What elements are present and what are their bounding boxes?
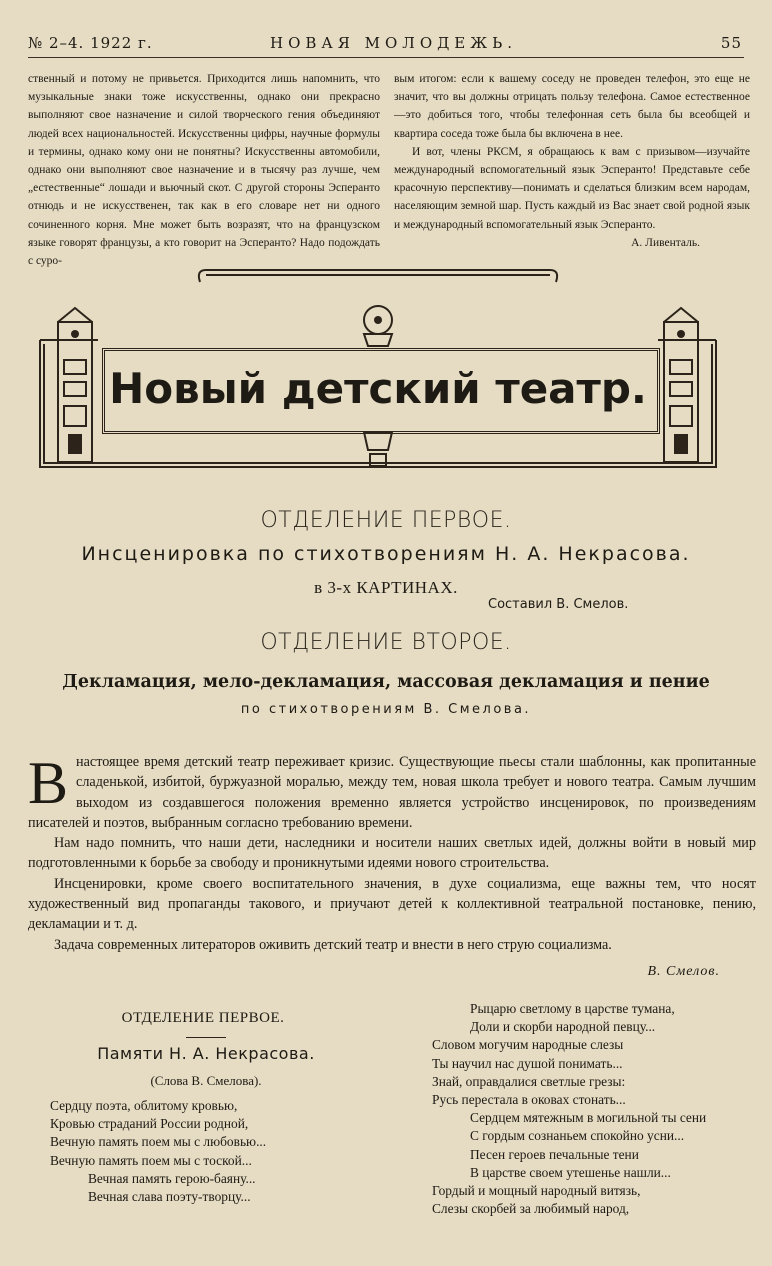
ornamental-banner bbox=[38, 262, 718, 482]
poem-verse-left bbox=[50, 1097, 362, 1206]
verse-line: Сердцем мятежным в могильной ты сени bbox=[470, 1110, 707, 1126]
header-rule bbox=[28, 57, 744, 58]
verse-line: Кровью страданий России родной, bbox=[50, 1116, 249, 1132]
article-paragraph-3: Инсценировки, кроме своего воспитательного значения, в духе социализма, еще важны тем, что носят художественный вид пропаганды такового, и приучают детей к коллективной театральной постановке, пению, декламации и т. д. bbox=[28, 875, 756, 933]
poem-divider bbox=[186, 1037, 226, 1038]
verse-line: Рыцарю светлому в царстве тумана, bbox=[470, 1001, 675, 1016]
section1-compiled-by: Составил В. Смелов. bbox=[488, 597, 629, 612]
verse-line: Доли и скорби народной певцу... bbox=[470, 1019, 656, 1035]
poem-right-column bbox=[432, 1000, 752, 1218]
top-article-right-column bbox=[394, 70, 750, 252]
verse-line: С гордым сознаньем спокойно усни... bbox=[470, 1128, 685, 1144]
article-paragraph-1: настоящее время детский театр переживает кризис. Существующие пьесы стали шаблонны, как пропитанные сладенькой, избитой, буржуазной моралью, между тем, новая школа требует и нового театра. Самым лучшим выходом из создавшегося положения временно является устройство инсценировок, по произведениям писателей и поэтов, выбранным согласно требованию времени. bbox=[28, 754, 756, 831]
top-article-left-text: ственный и потому не привьется. Приходится лишь напомнить, что музыкальные знаки тоже искусственны, однако они прекрасно выполняют свое назначение и силой творческого гения объединяют людей всех национальностей. Искусственны цифры, научные формулы и термины, однако кому они не понятны? Искусственны автомобили, однако они выполняют свое назначение и в тысячу раз лучше, чем „естественные“ лошади и вьючный скот. С другой стороны Эсперанто отнюдь и не искусственен, так как в его словаре нет ни одного сочиненного корня. Мне может быть возразят, что на французском языке говорят французы, а кто говорит на Эсперанто? Надо подождать с суро- bbox=[28, 73, 380, 268]
verse-line: Вечная память герою-баяну... bbox=[88, 1170, 256, 1186]
section2-subtitle: по стихотворениям В. Смелова. bbox=[240, 702, 532, 717]
verse-line: Слезы скорбей за любимый народ, bbox=[432, 1201, 630, 1217]
verse-line: Вечную память поем мы с любовью... bbox=[50, 1134, 267, 1150]
poem-left-column bbox=[50, 1010, 362, 1206]
section1-title: Инсценировка по стихотворениям Н. А. Некрасова. bbox=[81, 543, 691, 565]
section2-heading: ОТДЕЛЕНИЕ ВТОРОЕ. bbox=[260, 630, 512, 655]
verse-line: Вечная слава поэту-творцу... bbox=[88, 1189, 251, 1205]
poem-title: Памяти Н. А. Некрасова. bbox=[97, 1044, 315, 1063]
verse-line: Вечную память поем мы с тоской... bbox=[50, 1152, 252, 1168]
drop-cap: В bbox=[28, 750, 69, 816]
verse-line: Русь перестала в оковах стонать... bbox=[432, 1092, 626, 1108]
article-body bbox=[28, 752, 756, 955]
article-paragraph-4: Задача современных литераторов оживить детский театр и внести в него струю социализма. bbox=[54, 936, 612, 953]
verse-line: В царстве своем утешенье нашли... bbox=[470, 1164, 671, 1180]
poem-section-heading: ОТДЕЛЕНИЕ ПЕРВОЕ. bbox=[121, 1010, 285, 1026]
poem-subtitle: (Слова В. Смелова). bbox=[150, 1073, 262, 1088]
top-article-signature: А. Ливенталь. bbox=[631, 236, 700, 249]
verse-line: Песен героев печальные тени bbox=[470, 1146, 639, 1162]
verse-line: Знай, оправдалися светлые грезы: bbox=[432, 1073, 626, 1089]
journal-title: НОВАЯ МОЛОДЕЖЬ. bbox=[270, 34, 517, 52]
top-article-right-p1: вым итогом: если к вашему соседу не проведен телефон, это еще не значит, что вы должны отрицать пользу телефона. Самое естественное—это добиться того, чтобы телефонная сеть была бы всеобщей и квартира соседа тоже была бы включена в нее. bbox=[394, 73, 750, 140]
section2-title: Декламация, мело-декламация, массовая декламация и пение bbox=[62, 672, 710, 692]
article-paragraph-2: Нам надо помнить, что наши дети, наследники и носители наших светлых идей, должны войти в новый мир подготовленными к борьбе за свободу и проникнутыми идеями нового строительства. bbox=[28, 835, 756, 872]
verse-line: Словом могучим народные слезы bbox=[432, 1037, 624, 1053]
page-number: 55 bbox=[720, 34, 742, 52]
verse-line: Ты научил нас душой понимать... bbox=[432, 1055, 623, 1071]
banner-title: Новый детский театр. bbox=[109, 363, 647, 413]
issue-number: № 2–4. 1922 г. bbox=[28, 34, 153, 52]
verse-line: Сердцу поэта, облитому кровью, bbox=[50, 1098, 238, 1113]
article-signature: В. Смелов. bbox=[647, 964, 720, 979]
verse-line: Гордый и мощный народный витязь, bbox=[432, 1183, 641, 1199]
section1-heading: ОТДЕЛЕНИЕ ПЕРВОЕ. bbox=[260, 508, 512, 533]
top-article-right-p2: И вот, члены РКСМ, я обращаюсь к вам с призывом—изучайте международный вспомогательный язык Эсперанто! Представьте себе красочную перспективу—понимать и сделаться близким всем народам, населяющим земной шар. Пусть каждый из Вас знает свой родной язык и международный вспомогательный язык Эсперанто. bbox=[394, 145, 750, 231]
section1-pictures: в 3-х КАРТИНАХ. bbox=[314, 578, 458, 597]
top-article-left-column bbox=[28, 70, 380, 270]
